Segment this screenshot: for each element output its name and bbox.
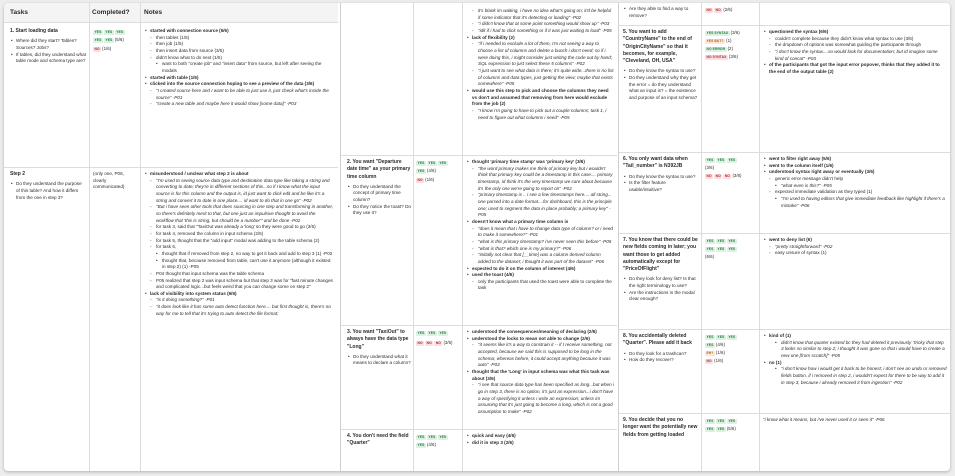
note-item: ◦ then tables (1/5)	[144, 35, 334, 42]
task-question: • Where did they start? Tables? Sources? Jobs?	[10, 38, 86, 51]
notes-list	[466, 8, 614, 121]
task-question: • Do they understand the concept of primary time column?	[347, 184, 411, 204]
header-tasks: Tasks	[10, 9, 28, 16]
status-badge: NO	[426, 340, 432, 345]
note-finding: • of the participants that got the input error popover, thinks that they added it to the end of the output table (2)	[763, 62, 947, 75]
note-finding: • went to deny list (6)	[763, 237, 947, 244]
note-quote: ◦ "pretty straightforward" -P02	[763, 244, 947, 251]
task-cell	[347, 433, 411, 448]
completed-cell	[416, 160, 461, 184]
note-quote: ◦ "idk if i had to click something or if it was just waiting to load" -P05	[466, 28, 614, 35]
task-cell	[623, 6, 699, 19]
note-quote: ◦ "if i needed to exclude a lot of them, I'm not seeing a way to choose a list of columns and delete a bunch i don't need; so if i were doing this, i might consider just writing the code out by hand; SQL expression to just select these 5 columns" -P02	[466, 41, 614, 68]
notes-cell	[763, 156, 947, 232]
notes-list	[466, 329, 614, 416]
status-badge: YES	[728, 247, 736, 252]
task-question: • Do they understand the purpose of this table? And how it differs from the one in step 3?	[10, 181, 86, 201]
completion-count: (1)	[726, 38, 732, 44]
note-item: ◦ couldn't complete because they didn't know what syntax to use (3/6)	[763, 36, 947, 43]
completion-count: (2)	[727, 46, 733, 52]
completion-count: (4/6)	[426, 167, 436, 173]
status-badge: NO	[715, 174, 721, 179]
status-badge: NO	[417, 340, 423, 345]
status-badge: YES	[717, 158, 725, 162]
note-finding: • kind of (1)	[763, 333, 947, 340]
status-badge: YES	[94, 30, 102, 34]
notes-list	[763, 29, 947, 76]
notes-cell	[763, 417, 947, 469]
note-quote: ◦ "the word primary makes me think of primary key but i wouldn't think that primary key could be a timestamp in this case.... primary timestamp, id think it's the very timestamp we care about because it's the only one we're going to report on" -P02	[466, 166, 614, 193]
notes-cell	[763, 333, 947, 412]
notes-list	[144, 28, 334, 108]
notes-list	[763, 156, 947, 209]
note-quote: ◦ "i didn't know that at some point something would show up" -P03	[466, 21, 614, 28]
note-item: ◦ for task 6,	[144, 244, 334, 251]
status-badge: YES	[717, 427, 725, 432]
completion-count: (3/6)	[732, 173, 742, 179]
right-table	[619, 3, 950, 471]
note-finding: • went to filter right away (5/6)	[763, 156, 947, 163]
notes-list	[466, 159, 614, 292]
completion-count: (4/6)	[426, 441, 436, 447]
task-cell	[10, 28, 86, 65]
header-completed: Completed?	[92, 9, 130, 16]
note-quote: "i know what it means, but i've never used it or seen it" -P06	[763, 417, 885, 422]
completion-note: (only one, P06, clearly communicated)	[93, 171, 125, 190]
notes-cell	[466, 433, 614, 469]
task-title: 6. You only want data when "Tail_number" is N392JB	[623, 156, 688, 170]
notes-list	[763, 417, 947, 424]
note-finding: • understood the locks to mean not able to change (2/6)	[466, 336, 614, 343]
status-badge: YES SYNTAX	[706, 31, 729, 35]
note-item: ◦ then insert data from source (3/5)	[144, 48, 334, 55]
task-question: • If tables, did they understand what table mode and schema type are?	[10, 52, 86, 65]
notes-list	[763, 237, 947, 257]
note-finding: • lack of flexibility (2)	[466, 35, 614, 42]
note-finding: • thought that the 'Long' in input schema was what this task was about (3/6)	[466, 369, 614, 382]
note-item: ◦ expected immediate validation as they typed (1)	[763, 189, 947, 196]
status-badge: YES	[717, 239, 725, 243]
task-question: • Are the instructions in the modal clear enough?	[623, 290, 699, 303]
status-badge: YES	[116, 30, 124, 34]
notes-cell	[466, 329, 614, 428]
completed-cell	[93, 29, 138, 53]
completed-cell	[416, 330, 461, 346]
task-cell	[623, 417, 699, 469]
completion-count: (5/6)	[726, 426, 736, 432]
note-item: ◦ didn't know what to do next (1/5)	[144, 55, 334, 62]
task-question: • Do they look for deny list? Is that the right terminology to use?	[623, 276, 699, 289]
note-quote: ◦ "i see that source data type has been specified as long...but when i go in step 3, there is no option, it's just an expression...i don't have a way of specifying it unless i write an expression; unless im assuming that it's just going to become a long, which is not a good assumption to make" -P02	[466, 382, 614, 415]
task-cell	[347, 159, 411, 217]
status-badge: NO	[706, 8, 712, 12]
task-question: • Is the filter feature usable/intuitive?	[623, 180, 699, 193]
task-title: 9. You decide that you no longer want the potentially new fields from getting loaded	[623, 417, 698, 438]
task-question: • Are they able to find a way to remove?	[623, 6, 699, 19]
status-badge: YES	[728, 158, 736, 162]
status-badge: YES	[105, 37, 113, 42]
notes-cell	[466, 159, 614, 324]
completed-cell	[416, 434, 461, 448]
note-quote: ◦ "I'm used to seeing source data type and destination data type like taking a string and converting to date; they're in different sections of this...so if I know what the input source is for this column and the output is, id just want to click edit and be like it's a string and convert it to date in one place.... id want to do that in one go" -P02	[144, 178, 334, 205]
notes-cell	[144, 28, 334, 166]
status-badge: YES	[428, 331, 436, 335]
note-quote: • didn't know that quarter existed bc they had deleted it previously "tricky that step 3 looks so similar to step 2; i thought it was gone so that i would have to create a new one [from scratch]" -P05	[763, 340, 947, 360]
task-title: 7. You know that there could be new fields coming in later; you want those to get added automatically except for "PriceOfFlight"	[623, 237, 698, 272]
note-quote: ◦ "it seems like it's a way to constrain it -- if I receive something, not accepted, because we said this is supposed to be long in the schema; whereas before, it could accept anything because it was auto" -P03	[466, 342, 614, 369]
note-item: • want to both "create job" and "insert data" from source, but left after seeing the modals	[144, 61, 334, 74]
status-badge: NO	[706, 174, 712, 179]
note-finding: • would use this step to pick and choose the columns they need vs don't and assumed that removing from here would exclude from the job (2)	[466, 88, 614, 108]
status-badge: YES	[417, 442, 425, 447]
note-quote: ◦ it's blank im waiting, i have no idea what's going on; it'd be helpful if some indicator that it's detecting or loading" -P02	[466, 8, 614, 21]
status-badge: NO	[435, 340, 441, 345]
task-title: 5. You want to add "CountryName" to the end of "OriginCityName" so that it becomes, for example, "Cleveland, OH, USA"	[623, 29, 692, 64]
task-title: 2. You want "Departure date time" as your primary time column	[347, 159, 411, 180]
note-quote: ◦ "I created source here and I want to be able to just use it, just check what's inside the source" -P01	[144, 88, 334, 101]
status-badge: YES	[717, 419, 725, 423]
notes-list	[144, 171, 334, 317]
status-badge: YES	[428, 161, 436, 165]
status-badge: YES	[417, 435, 425, 439]
note-quote: ◦ "i just want to see what data is there; it's quite wide...there is no list of columns and data types, just getting the view; maybe that exists somewhere" -P05	[466, 68, 614, 88]
status-badge: YES	[439, 435, 447, 439]
note-quote: ◦ "create a new table and maybe here it would show [some data]" -P03	[144, 101, 334, 108]
note-finding: • started with connection source (5/6)	[144, 28, 334, 35]
completion-count: (3/6)	[705, 165, 715, 171]
status-badge: NO ERROR	[706, 47, 726, 52]
note-quote: ◦ "what is this primary timestamp? i've never seen this before" -P05	[466, 239, 614, 246]
status-badge: YES	[728, 239, 736, 243]
note-item: ◦ for task 4, removed the column in input schema (2/6)	[144, 231, 334, 238]
task-cell	[623, 333, 699, 412]
task-title: 8. You accidentally deleted "Quarter". Please add it back	[623, 333, 692, 347]
task-title: Step 2	[10, 171, 26, 177]
status-badge: YES	[439, 331, 447, 335]
notes-cell	[144, 171, 334, 471]
notes-list	[466, 433, 614, 446]
task-cell	[347, 329, 411, 367]
note-item: ◦ easy unsure of syntax (1)	[763, 250, 947, 257]
completion-count: (1/6)	[425, 177, 435, 183]
note-item: ◦ P04 thought that input schema was the table schema	[144, 271, 334, 278]
notes-cell	[763, 237, 947, 328]
note-finding: • doesn't know what a primary time column is	[466, 219, 614, 226]
notes-list	[763, 333, 947, 386]
status-badge: YES	[706, 343, 714, 348]
note-finding: • did it in step 3 (2/6)	[466, 440, 614, 447]
status-badge: YES	[105, 30, 113, 34]
note-finding: • went to the column itself (1/6)	[763, 163, 947, 170]
completion-count: (2/6)	[723, 7, 733, 12]
status-badge: YES	[439, 161, 447, 165]
status-badge: YES	[94, 37, 102, 42]
note-item: ◦ generic error message didn't help	[763, 176, 947, 183]
header-notes: Notes	[144, 9, 163, 16]
task-title: 3. You want "TaxiOut" to always have the data type "Long"	[347, 329, 409, 350]
status-badge: EH?	[706, 351, 714, 356]
status-badge: YES	[706, 158, 714, 162]
note-quote: ◦ "what is that? which one is my primary?" -P06	[466, 246, 614, 253]
note-finding: • thought 'primary time stamp' was 'primary key' (3/6)	[466, 159, 614, 166]
task-question: • Do they notice the toast? Do they use it?	[347, 204, 411, 217]
completed-cell	[705, 418, 758, 433]
status-badge: YES	[417, 168, 425, 173]
completion-count: (1/6)	[102, 46, 112, 52]
note-item: ◦ the dropdown of options was somewhat guiding the participants through	[763, 42, 947, 49]
note-finding: • misunderstood / unclear what step 2 is about	[144, 171, 334, 178]
note-finding: • no (1)	[763, 360, 947, 367]
note-item: ◦ only the participants that used the toast were able to complete the task	[466, 279, 614, 292]
note-quote: ◦ "does it mean that i have to change data type of column? or i need to make it somewhere?" -P01	[466, 226, 614, 239]
completed-cell	[705, 30, 758, 61]
status-badge: YES	[706, 419, 714, 423]
completion-count: (3/6)	[728, 54, 738, 60]
notes-cell	[763, 29, 947, 151]
note-quote: ◦ "i don't know the syntax....so would look for documentation; but id imagine some kind of concat" -P03	[763, 49, 947, 62]
status-badge: NO SYNTAX	[706, 55, 727, 60]
status-badge: YES	[728, 335, 736, 339]
task-question: • Do they know the syntax to use?	[623, 174, 699, 181]
note-item: ◦ P05 realized that step 2 was input schema but that step 3 was for "fast minute changes and complicated logic...but feels weird that you can change some on step 2"	[144, 278, 334, 291]
note-finding: • understood syntax right away or eventually (3/6)	[763, 169, 947, 176]
status-badge: YES	[428, 435, 436, 439]
status-badge: NO	[706, 359, 712, 364]
completion-count: (3/6)	[730, 30, 740, 35]
completed-cell	[705, 238, 758, 261]
status-badge: YES	[717, 247, 725, 252]
note-item: ◦ then job (1/5)	[144, 41, 334, 48]
left-table	[4, 3, 338, 471]
table-header-row	[4, 3, 338, 23]
note-item: ◦ for task 5, thought that the "add input" modal was adding to the table schema (2)	[144, 238, 334, 245]
task-title: 4. You don't need the field "Quarter"	[347, 433, 409, 447]
note-quote: • "what even is this?" -P05	[763, 183, 947, 190]
status-badge: YES	[706, 427, 714, 432]
status-badge: YES	[706, 335, 714, 339]
note-finding: • lack of visibility into system status (6/6)	[144, 291, 334, 298]
note-item: ◦ for task 3, said that "TaxiOut was already a 'long' so they were good to go (3/6)	[144, 224, 334, 231]
note-quote: ◦ "is it doing something?" -P01	[144, 297, 334, 304]
completed-cell	[93, 171, 138, 191]
task-title: 1. Start loading data	[10, 28, 58, 34]
task-cell	[10, 171, 86, 201]
note-item: • thought that if removed from step 2, no way to get it back and add to step 3 (1) -P02	[144, 251, 334, 258]
status-badge: YES BUT?	[706, 39, 724, 44]
note-finding: • started with table (1/6)	[144, 75, 334, 82]
task-cell	[623, 156, 699, 232]
status-badge: YES	[417, 161, 425, 165]
completion-count: (1/6)	[715, 350, 725, 356]
status-badge: YES	[728, 419, 736, 423]
note-quote: ◦ "primary timestamp is .. i see a few timestamps here.... all string... one parsed into a date format....for dashboard, this is the principle one; used to segment the data in place probably; a primary key" -P05	[466, 192, 614, 219]
status-badge: NO	[724, 174, 730, 179]
completed-cell	[705, 157, 758, 180]
note-quote: ◦ "But i have seen other tools that does sourcing in one step and transforming in another, so there's definitely merit to that, but one just an impulsive thought to avoid the workflow that 'this is string, but should be a number'" and be done -P02	[144, 204, 334, 224]
status-badge: NO	[715, 8, 721, 12]
note-finding: • questioned the syntax (6/6)	[763, 29, 947, 36]
completion-count: (5/6)	[114, 36, 124, 42]
note-finding: • clicked into the source connection hoping to see a preview of the data (3/6)	[144, 81, 334, 88]
completion-count: (3/6)	[443, 339, 453, 345]
completion-count: (4/6)	[715, 342, 725, 348]
completed-cell	[705, 7, 757, 14]
task-cell	[623, 29, 699, 151]
task-question: • Do they know the syntax to use?	[623, 68, 699, 75]
status-badge: YES	[417, 331, 425, 335]
status-badge: YES	[706, 239, 714, 243]
completion-count: (6/6)	[705, 254, 715, 260]
notes-cell	[466, 8, 614, 154]
task-question: • Do they understand what it means to declare a column?	[347, 354, 411, 367]
note-finding: • used the toast (4/6)	[466, 272, 614, 279]
research-findings-document	[4, 3, 950, 471]
note-quote: ◦ "I know i'm going to have to pick out a couple columns; task 1, i need to figure out what columns i need" -P05	[466, 108, 614, 121]
note-quote: • "I'm used to having editors that give immediate feedback like highlight if there's a mistake" -P06	[763, 196, 947, 209]
note-finding: • quick and easy (4/6)	[466, 433, 614, 440]
status-badge: YES	[717, 335, 725, 339]
middle-table	[341, 3, 617, 471]
completion-count: (1/6)	[714, 358, 724, 364]
note-quote: ◦ "initially not clear that [__time] was a column derived column added to the dataset; i thought it was part of the dataset" -P06	[466, 252, 614, 265]
note-finding: • expected to do it on the column of interest (4/6)	[466, 266, 614, 273]
status-badge: NO	[94, 47, 100, 52]
task-cell	[623, 237, 699, 328]
note-finding: • understood the consequences/meaning of declaring (2/6)	[466, 329, 614, 336]
note-quote: ◦ "it does look like it has some auto detect function here.... but first thought is, there's no way for me to tell that it's trying to auto detect the file format;	[144, 304, 334, 317]
task-question: • Do they look for a trashcan?	[623, 351, 699, 358]
note-item: • thought that, because removed from table, can't use it anymore (although it existed in step 2) (1) -P05	[144, 258, 334, 271]
status-badge: YES	[706, 247, 714, 252]
task-question: • How do they recover?	[623, 357, 699, 364]
status-badge: NO	[417, 178, 423, 183]
completed-cell	[705, 334, 758, 365]
task-question: • Do they understand why they get the error = do they understand what an input is? = the existence and purpose of an input schema?	[623, 75, 699, 102]
note-quote: • "i don't know how i would get it back to be honest; i don't see an undo or removed fields button. if i removed in step 2, i wouldn't expect for there to be way to add it in step 3, because i already removed it from ingestion" -P02	[763, 366, 947, 386]
